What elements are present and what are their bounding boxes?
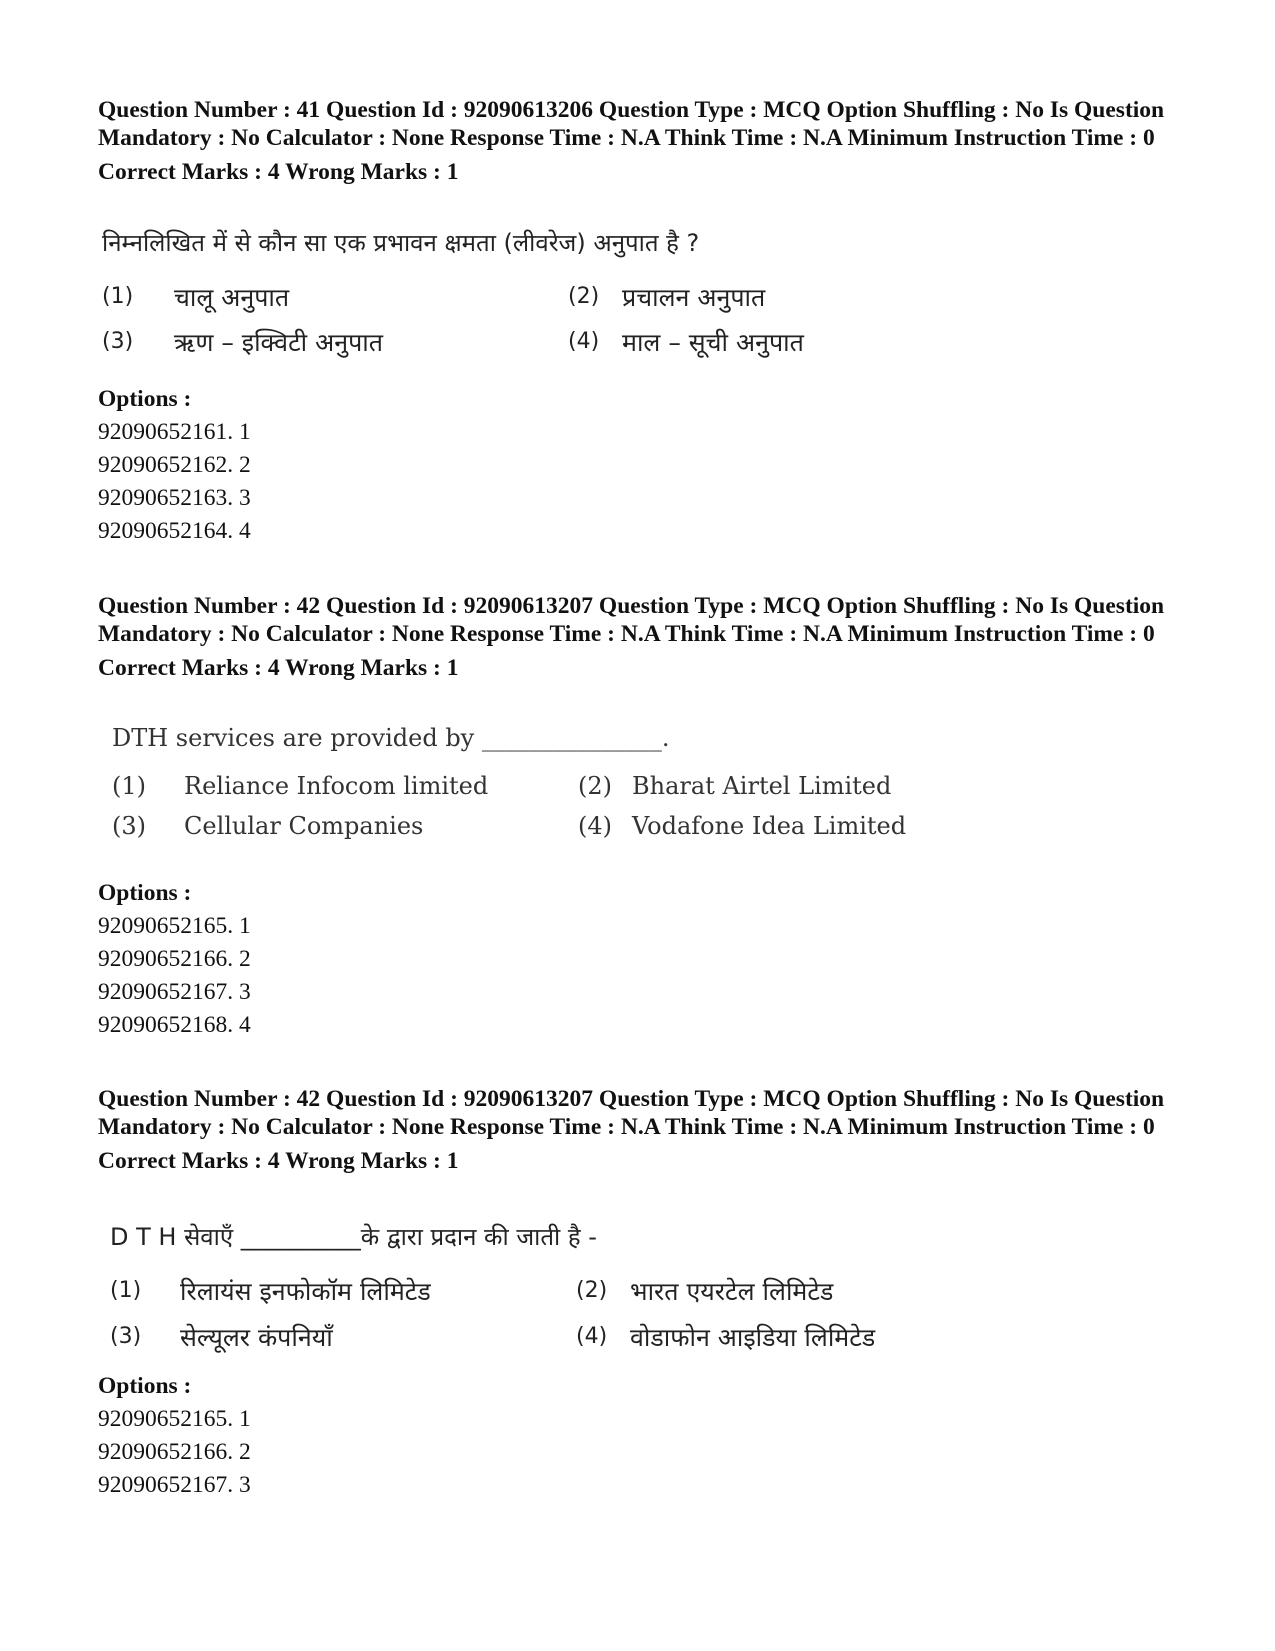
question-stem: D T H सेवाएँ __________के द्वारा प्रदान की जाती है - <box>110 1223 597 1251</box>
option-line: 92090652162. 2 <box>98 452 251 478</box>
question-meta: Question Number : 41 Question Id : 92090613206 Question Type : MCQ Option Shuffling : No Is Question Mandatory : No Calculator : None Response Time : N.A Think Time : N.A Minimum Instruction Time : 0 <box>98 97 1165 151</box>
question-block-41 <box>98 96 1178 186</box>
choice-number: (3) <box>110 1324 142 1349</box>
choice-number: (3) <box>112 812 146 840</box>
choice-text: रिलायंस इनफोकॉम लिमिटेड <box>180 1277 431 1306</box>
option-line: 92090652161. 1 <box>98 419 251 445</box>
choice-number: (4) <box>576 1324 608 1349</box>
choice-text: ऋण – इक्विटी अनुपात <box>174 328 383 357</box>
question-block-42-hindi <box>98 1085 1178 1175</box>
choice-text: Reliance Infocom limited <box>184 772 489 800</box>
question-marks: Correct Marks : 4 Wrong Marks : 1 <box>98 159 459 185</box>
question-meta: Question Number : 42 Question Id : 92090613207 Question Type : MCQ Option Shuffling : No Is Question Mandatory : No Calculator : None Response Time : N.A Think Time : N.A Minimum Instruction Time : 0 <box>98 593 1165 647</box>
choice-number: (2) <box>568 284 600 309</box>
option-line: 92090652167. 3 <box>98 979 251 1005</box>
option-line: 92090652166. 2 <box>98 946 251 972</box>
choice-text: Vodafone Idea Limited <box>632 812 907 840</box>
choice-number: (4) <box>568 329 600 354</box>
choice-text: Cellular Companies <box>184 812 424 840</box>
question-stem-area <box>98 222 1098 367</box>
question-marks: Correct Marks : 4 Wrong Marks : 1 <box>98 655 459 681</box>
option-line: 92090652163. 3 <box>98 485 251 511</box>
options-label: Options : <box>98 880 192 906</box>
choice-number: (1) <box>110 1278 142 1303</box>
choice-number: (1) <box>102 284 134 309</box>
options-label: Options : <box>98 1373 192 1399</box>
choice-number: (2) <box>576 1278 608 1303</box>
choice-text: प्रचालन अनुपात <box>622 283 766 312</box>
question-marks: Correct Marks : 4 Wrong Marks : 1 <box>98 1148 459 1174</box>
options-label: Options : <box>98 386 192 412</box>
choice-number: (1) <box>112 772 146 800</box>
question-stem: DTH services are provided by _______________. <box>112 724 670 752</box>
question-stem-area <box>98 722 1098 852</box>
choice-number: (4) <box>578 812 612 840</box>
choice-number: (3) <box>102 329 134 354</box>
choice-text: माल – सूची अनुपात <box>622 328 804 357</box>
choice-text: Bharat Airtel Limited <box>632 772 892 800</box>
question-block-42 <box>98 592 1178 682</box>
option-line: 92090652166. 2 <box>98 1439 251 1465</box>
option-line: 92090652168. 4 <box>98 1012 251 1038</box>
choice-text: भारत एयरटेल लिमिटेड <box>630 1277 834 1306</box>
option-line: 92090652165. 1 <box>98 1406 251 1432</box>
option-line: 92090652165. 1 <box>98 913 251 939</box>
option-line: 92090652164. 4 <box>98 518 251 544</box>
choice-text: सेल्यूलर कंपनियाँ <box>180 1323 333 1352</box>
question-stem: निम्नलिखित में से कौन सा एक प्रभावन क्षमता (लीवरेज) अनुपात है ? <box>102 229 700 257</box>
question-meta: Question Number : 42 Question Id : 92090613207 Question Type : MCQ Option Shuffling : No Is Question Mandatory : No Calculator : None Response Time : N.A Think Time : N.A Minimum Instruction Time : 0 <box>98 1086 1165 1140</box>
choice-text: चालू अनुपात <box>174 283 290 312</box>
question-stem-area <box>98 1216 1098 1366</box>
choice-text: वोडाफोन आइडिया लिमिटेड <box>630 1323 876 1352</box>
option-line: 92090652167. 3 <box>98 1472 251 1498</box>
choice-number: (2) <box>578 772 612 800</box>
